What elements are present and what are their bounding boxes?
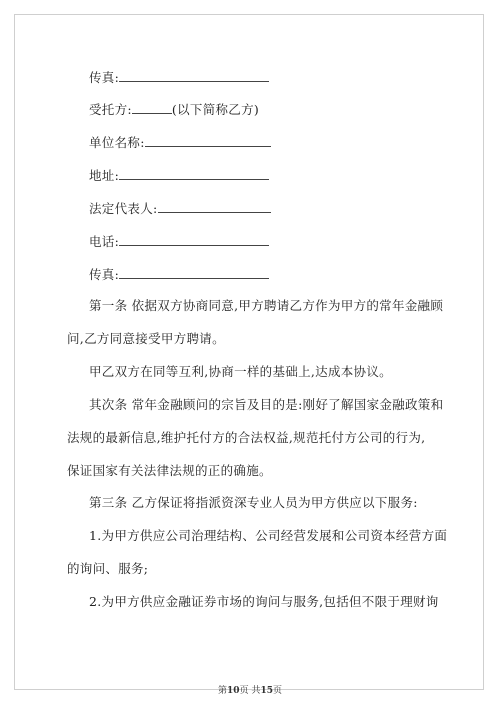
article-1-line-2: 问,乙方同意接受甲方聘请。: [67, 331, 225, 346]
field-fax-2: [89, 266, 269, 283]
field-blank-line: [158, 200, 271, 213]
field-fax-1: [89, 69, 269, 86]
item-2-line-1: 2.为甲方供应金融证券市场的询问与服务,包括但不限于理财询: [89, 594, 439, 609]
article-2-line-2: 法规的最新信息,维护托付方的合法权益,规范托付方公司的行为,: [67, 430, 426, 445]
item-1-line-2: 的询问、服务;: [67, 561, 149, 576]
field-label: 法定代表人:: [89, 201, 158, 216]
field-label: 传真:: [89, 70, 120, 85]
current-page-number: 10: [227, 686, 240, 696]
article-1-line-1: 第一条 依据双方协商同意,甲方聘请乙方作为甲方的常年金融顾: [89, 298, 444, 313]
field-label: 地址:: [89, 168, 120, 183]
field-trustee: [89, 101, 259, 118]
field-company-name: [89, 134, 271, 151]
field-blank-line: [119, 266, 269, 279]
field-phone: [89, 233, 269, 250]
mutual-benefit-paragraph: 甲乙双方在同等互利,协商一样的基础上,达成本协议。: [89, 364, 392, 379]
field-label: 受托方:: [89, 102, 132, 117]
field-label: 单位名称:: [89, 135, 145, 150]
total-page-count: 15: [260, 686, 273, 696]
article-3-line-1: 第三条 乙方保证将指派资深专业人员为甲方供应以下服务:: [89, 495, 418, 510]
field-suffix: (以下简称乙方): [171, 102, 260, 117]
field-blank-line: [119, 167, 269, 180]
article-2-line-3: 保证国家有关法律法规的正的确施。: [67, 463, 272, 478]
page-footer: 第10页 共15页: [218, 686, 282, 696]
field-label: 传真:: [89, 267, 120, 282]
field-blank-line: [145, 134, 271, 147]
field-legal-rep: [89, 200, 271, 217]
article-2-line-1: 其次条 常年金融顾问的宗旨及目的是:刚好了解国家金融政策和: [89, 397, 444, 412]
field-label: 电话:: [89, 234, 120, 249]
field-address: [89, 167, 269, 184]
item-1-line-1: 1.为甲方供应公司治理结构、公司经营发展和公司资本经营方面: [89, 528, 448, 543]
field-blank-line: [119, 69, 269, 82]
field-blank-line: [132, 101, 172, 114]
field-blank-line: [119, 233, 269, 246]
